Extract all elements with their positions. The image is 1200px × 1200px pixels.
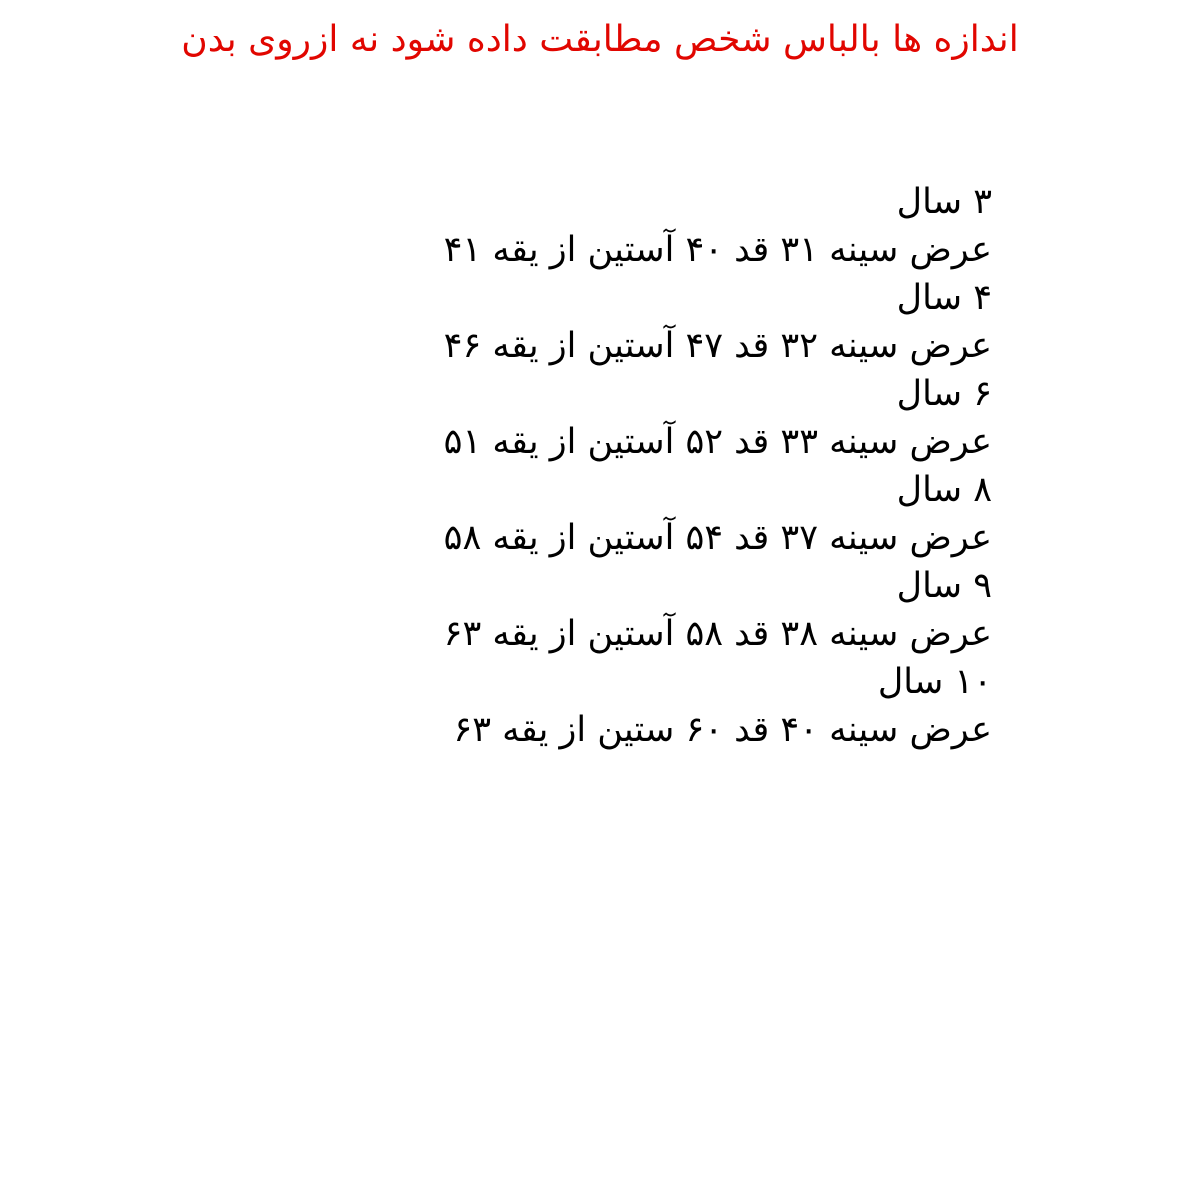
- size-measurements-8: عرض سینه ۳۷ قد ۵۴ آستین از یقه ۵۸: [443, 518, 992, 558]
- size-measurements-4: عرض سینه ۳۲ قد ۴۷ آستین از یقه ۴۶: [443, 326, 992, 366]
- size-list: [372, 178, 992, 754]
- size-measurements-6: عرض سینه ۳۳ قد ۵۲ آستین از یقه ۵۱: [443, 422, 992, 462]
- size-measurements-3: عرض سینه ۳۱ قد ۴۰ آستین از یقه ۴۱: [443, 230, 992, 270]
- size-age-10: ۱۰ سال: [877, 662, 992, 702]
- size-age-4: ۴ سال: [896, 278, 992, 318]
- page-title: اندازه ها بالباس شخص مطابقت داده شود نه ازروی بدن: [181, 19, 1019, 60]
- size-age-3: ۳ سال: [896, 182, 992, 222]
- size-measurements-9: عرض سینه ۳۸ قد ۵۸ آستین از یقه ۶۳: [443, 614, 992, 654]
- size-age-9: ۹ سال: [896, 566, 992, 606]
- size-age-8: ۸ سال: [896, 470, 992, 510]
- size-measurements-10: عرض سینه ۴۰ قد ۶۰ ستین از یقه ۶۳: [453, 710, 992, 750]
- size-age-6: ۶ سال: [896, 374, 992, 414]
